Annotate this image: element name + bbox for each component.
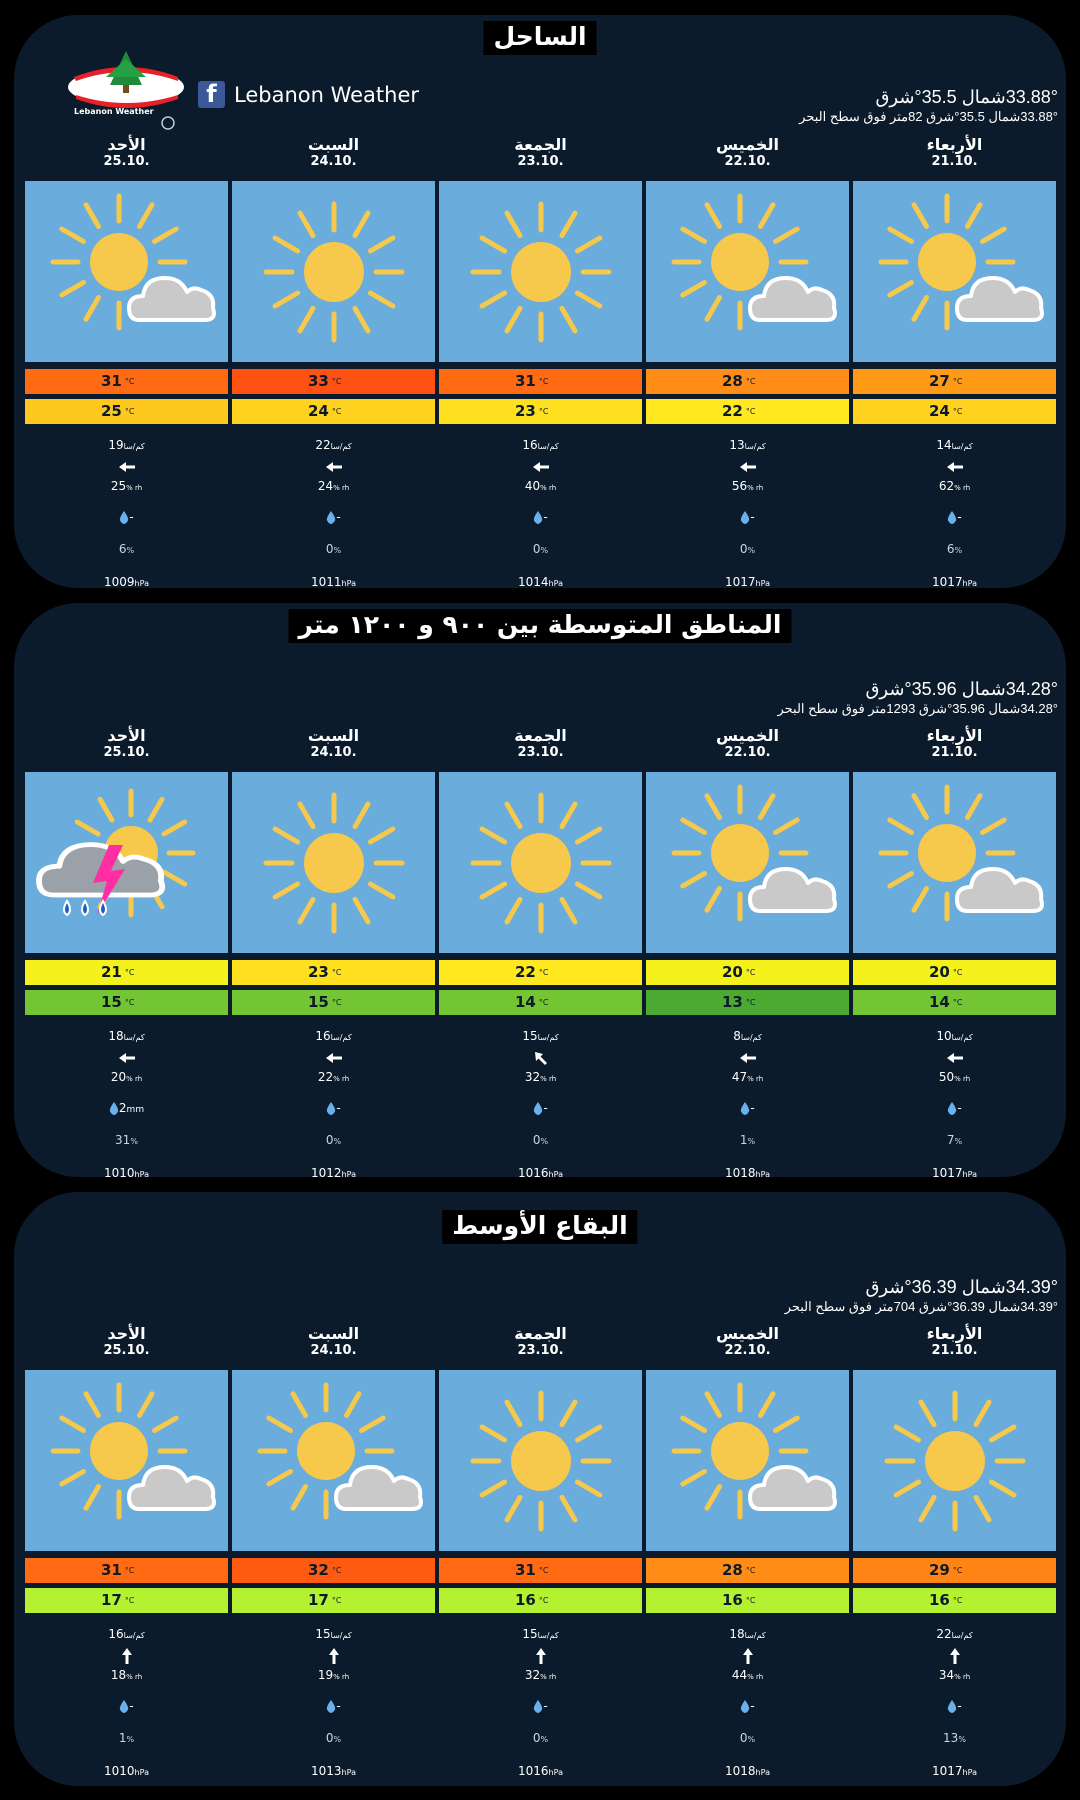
precipitation: -: [644, 510, 851, 528]
temp-unit: °C: [538, 377, 549, 386]
humidity: 50% rh: [938, 1070, 971, 1084]
precip-probability: 0%: [739, 1731, 756, 1745]
day-columns: [23, 1325, 1058, 1780]
min-temp-bar: [232, 399, 435, 424]
weather-icon-box: [439, 772, 642, 953]
humidity: 47% rh: [731, 1070, 764, 1084]
max-temp: 20: [929, 963, 950, 981]
pressure: 1016hPa: [518, 1166, 563, 1180]
wind-speed: كم/سا10: [936, 1029, 973, 1043]
day-name: الخميس: [716, 726, 779, 745]
min-temp-bar: [25, 1588, 228, 1613]
min-temp: 15: [308, 993, 329, 1011]
temp-unit: °C: [952, 1566, 963, 1575]
temp-unit: °C: [952, 407, 963, 416]
precipitation: -: [230, 510, 437, 528]
day-date: 21.10.: [931, 1343, 978, 1358]
coordinates-main: 34.28°شمال 35.96°شرق: [865, 679, 1058, 699]
min-temp-bar: [853, 1588, 1056, 1613]
wind-speed: كم/سا16: [108, 1627, 145, 1641]
min-temp: 16: [722, 1591, 743, 1609]
humidity: 44% rh: [731, 1668, 764, 1682]
day-date: 24.10.: [310, 154, 357, 169]
coordinates-detail: 33.88°شمال 35.5°شرق 82متر فوق سطح البحر: [799, 109, 1058, 124]
max-temp-bar: [25, 960, 228, 985]
wind-direction-west-icon: [437, 458, 644, 476]
day-date: 23.10.: [517, 154, 564, 169]
sun-icon: [441, 182, 641, 362]
min-temp-bar: [232, 1588, 435, 1613]
temp-unit: °C: [331, 1596, 342, 1605]
sun-cloud-icon: [27, 1371, 227, 1551]
day-column: [437, 136, 644, 591]
max-temp: 27: [929, 372, 950, 390]
max-temp: 28: [722, 1561, 743, 1579]
temp-unit: °C: [538, 968, 549, 977]
precip-probability: 0%: [532, 1731, 549, 1745]
humidity: 34% rh: [938, 1668, 971, 1682]
wind-direction-north-icon: [230, 1647, 437, 1665]
facebook-label: Lebanon Weather: [234, 82, 420, 107]
day-column: [644, 1325, 851, 1780]
weather-icon-box: [853, 772, 1056, 953]
day-name: السبت: [307, 726, 360, 745]
pressure: 1011hPa: [311, 575, 356, 589]
precipitation: -: [230, 1101, 437, 1119]
precip-probability: 0%: [325, 542, 342, 556]
raindrop-icon: [326, 1699, 336, 1713]
humidity: 22% rh: [317, 1070, 350, 1084]
min-temp: 13: [722, 993, 743, 1011]
max-temp-bar: [25, 369, 228, 394]
raindrop-icon: [947, 1699, 957, 1713]
precipitation: -: [23, 510, 230, 528]
precip-probability: 13%: [943, 1731, 966, 1745]
pressure: 1017hPa: [932, 1764, 977, 1778]
raindrop-icon: [326, 1101, 336, 1115]
wind-direction-west-icon: [644, 458, 851, 476]
day-column: [851, 727, 1058, 1182]
sun-icon: [234, 773, 434, 953]
raindrop-icon: [109, 1101, 119, 1115]
wind-speed: كم/سا16: [315, 1029, 352, 1043]
sun-cloud-icon: [648, 1371, 848, 1551]
day-name: السبت: [307, 1324, 360, 1343]
day-column: [644, 136, 851, 591]
precipitation: -: [644, 1101, 851, 1119]
day-column: [230, 1325, 437, 1780]
day-date: 21.10.: [931, 745, 978, 760]
raindrop-icon: [740, 1101, 750, 1115]
max-temp-bar: [232, 1558, 435, 1583]
wind-speed: كم/سا14: [936, 438, 973, 452]
max-temp: 31: [515, 372, 536, 390]
max-temp: 22: [515, 963, 536, 981]
weather-icon-box: [646, 1370, 849, 1551]
pressure: 1017hPa: [725, 575, 770, 589]
precipitation: -: [23, 1699, 230, 1717]
min-temp: 15: [101, 993, 122, 1011]
wind-direction-west-icon: [23, 1049, 230, 1067]
weather-icon-box: [232, 772, 435, 953]
day-column: [23, 727, 230, 1182]
wind-direction-north-icon: [23, 1647, 230, 1665]
raindrop-icon: [533, 510, 543, 524]
day-name: الأربعاء: [926, 1324, 983, 1343]
humidity: 24% rh: [317, 479, 350, 493]
wind-direction-north-icon: [644, 1647, 851, 1665]
humidity: 40% rh: [524, 479, 557, 493]
pressure: 1009hPa: [104, 575, 149, 589]
max-temp-bar: [439, 960, 642, 985]
lebanon-weather-logo: [66, 37, 186, 137]
day-name: الأربعاء: [926, 135, 983, 154]
region-panel-central-bekaa: [14, 1192, 1066, 1786]
day-name: الأحد: [107, 726, 146, 745]
sun-cloud-icon: [27, 182, 227, 362]
precip-probability: 7%: [946, 1133, 963, 1147]
day-column: [230, 136, 437, 591]
raindrop-icon: [326, 510, 336, 524]
max-temp-bar: [232, 369, 435, 394]
precipitation: -: [851, 1699, 1058, 1717]
temp-unit: °C: [745, 1566, 756, 1575]
raindrop-icon: [740, 510, 750, 524]
max-temp-bar: [853, 369, 1056, 394]
weather-icon-box: [646, 772, 849, 953]
precip-probability: 31%: [115, 1133, 138, 1147]
min-temp-bar: [232, 990, 435, 1015]
temp-unit: °C: [952, 1596, 963, 1605]
weather-icon-box: [232, 181, 435, 362]
temp-unit: °C: [124, 1596, 135, 1605]
min-temp: 16: [515, 1591, 536, 1609]
temp-unit: °C: [124, 407, 135, 416]
max-temp-bar: [439, 1558, 642, 1583]
sun-cloud-icon: [234, 1371, 434, 1551]
day-column: [851, 1325, 1058, 1780]
max-temp-bar: [646, 1558, 849, 1583]
min-temp: 14: [929, 993, 950, 1011]
temp-unit: °C: [124, 968, 135, 977]
min-temp: 25: [101, 402, 122, 420]
pressure: 1013hPa: [311, 1764, 356, 1778]
wind-speed: كم/سا13: [729, 438, 766, 452]
day-date: 22.10.: [724, 1343, 771, 1358]
wind-speed: كم/سا22: [936, 1627, 973, 1641]
day-column: [851, 136, 1058, 591]
humidity: 19% rh: [317, 1668, 350, 1682]
precip-probability: 1%: [118, 1731, 135, 1745]
min-temp: 17: [308, 1591, 329, 1609]
day-date: 24.10.: [310, 1343, 357, 1358]
region-panel-coast: [14, 15, 1066, 588]
min-temp-bar: [439, 399, 642, 424]
sun-icon: [855, 1371, 1055, 1551]
pressure: 1012hPa: [311, 1166, 356, 1180]
wind-direction-west-icon: [23, 458, 230, 476]
day-date: 22.10.: [724, 154, 771, 169]
day-date: 23.10.: [517, 1343, 564, 1358]
day-column: [437, 727, 644, 1182]
weather-icon-box: [232, 1370, 435, 1551]
facebook-link[interactable]: [198, 81, 419, 108]
max-temp: 31: [101, 1561, 122, 1579]
wind-speed: كم/سا15: [522, 1627, 559, 1641]
temp-unit: °C: [538, 998, 549, 1007]
day-name: الخميس: [716, 1324, 779, 1343]
min-temp-bar: [25, 399, 228, 424]
temp-unit: °C: [331, 968, 342, 977]
day-date: 25.10.: [103, 745, 150, 760]
temp-unit: °C: [331, 998, 342, 1007]
temp-unit: °C: [745, 1596, 756, 1605]
min-temp: 14: [515, 993, 536, 1011]
temp-unit: °C: [745, 998, 756, 1007]
wind-speed: كم/سا19: [108, 438, 145, 452]
pressure: 1018hPa: [725, 1764, 770, 1778]
day-name: الجمعة: [514, 726, 567, 745]
temp-unit: °C: [124, 377, 135, 386]
max-temp: 31: [515, 1561, 536, 1579]
day-column: [23, 1325, 230, 1780]
min-temp: 24: [308, 402, 329, 420]
day-column: [230, 727, 437, 1182]
wind-speed: كم/سا18: [729, 1627, 766, 1641]
coordinates-detail: 34.28°شمال 35.96°شرق 1293متر فوق سطح البحر: [777, 701, 1058, 716]
min-temp-bar: [439, 990, 642, 1015]
raindrop-icon: [119, 510, 129, 524]
day-name: الأحد: [107, 1324, 146, 1343]
coordinates-main: 33.88°شمال 35.5°شرق: [875, 87, 1058, 107]
pressure: 1017hPa: [932, 1166, 977, 1180]
max-temp: 28: [722, 372, 743, 390]
humidity: 25% rh: [110, 479, 143, 493]
sun-cloud-icon: [855, 182, 1055, 362]
pressure: 1010hPa: [104, 1166, 149, 1180]
day-column: [23, 136, 230, 591]
min-temp-bar: [646, 399, 849, 424]
wind-direction-north-west-icon: [437, 1049, 644, 1067]
temp-unit: °C: [124, 1566, 135, 1575]
max-temp: 23: [308, 963, 329, 981]
min-temp: 17: [101, 1591, 122, 1609]
wind-speed: كم/سا16: [522, 438, 559, 452]
logo-text: Lebanon Weather: [74, 107, 154, 116]
wind-direction-west-icon: [230, 1049, 437, 1067]
temp-unit: °C: [538, 1596, 549, 1605]
pressure: 1018hPa: [725, 1166, 770, 1180]
sun-cloud-icon: [648, 773, 848, 953]
max-temp-bar: [439, 369, 642, 394]
precipitation: -: [437, 510, 644, 528]
temp-unit: °C: [952, 377, 963, 386]
humidity: 56% rh: [731, 479, 764, 493]
region-panel-mid-mountain: [14, 603, 1066, 1180]
raindrop-icon: [119, 1699, 129, 1713]
precipitation: -: [851, 1101, 1058, 1119]
humidity: 18% rh: [110, 1668, 143, 1682]
min-temp-bar: [853, 990, 1056, 1015]
precip-probability: 0%: [532, 542, 549, 556]
day-name: السبت: [307, 135, 360, 154]
temp-unit: °C: [952, 998, 963, 1007]
weather-icon-box: [25, 772, 228, 953]
precip-probability: 0%: [532, 1133, 549, 1147]
weather-icon-box: [853, 1370, 1056, 1551]
day-date: 24.10.: [310, 745, 357, 760]
day-column: [644, 727, 851, 1182]
raindrop-icon: [947, 1101, 957, 1115]
day-name: الجمعة: [514, 135, 567, 154]
humidity: 62% rh: [938, 479, 971, 493]
max-temp-bar: [646, 960, 849, 985]
wind-speed: كم/سا15: [315, 1627, 352, 1641]
temp-unit: °C: [331, 407, 342, 416]
min-temp-bar: [439, 1588, 642, 1613]
precipitation: -: [230, 1699, 437, 1717]
temp-unit: °C: [538, 1566, 549, 1575]
temp-unit: °C: [331, 377, 342, 386]
region-title: المناطق المتوسطة بين ٩٠٠ و ١٢٠٠ متر: [288, 609, 791, 643]
temp-unit: °C: [745, 377, 756, 386]
precip-probability: 0%: [325, 1731, 342, 1745]
coordinates-main: 34.39°شمال 36.39°شرق: [865, 1277, 1058, 1297]
temp-unit: °C: [124, 998, 135, 1007]
precip-probability: 6%: [946, 542, 963, 556]
region-title: البقاع الأوسط: [442, 1210, 637, 1244]
day-date: 21.10.: [931, 154, 978, 169]
precipitation: -: [437, 1699, 644, 1717]
storm-icon: [27, 773, 227, 953]
wind-speed: كم/سا22: [315, 438, 352, 452]
precip-probability: 0%: [739, 542, 756, 556]
day-date: 25.10.: [103, 1343, 150, 1358]
wind-direction-north-icon: [437, 1647, 644, 1665]
max-temp-bar: [853, 960, 1056, 985]
temp-unit: °C: [745, 407, 756, 416]
weather-icon-box: [646, 181, 849, 362]
max-temp-bar: [853, 1558, 1056, 1583]
weather-icon-box: [25, 181, 228, 362]
raindrop-icon: [947, 510, 957, 524]
day-columns: [23, 727, 1058, 1182]
min-temp-bar: [646, 1588, 849, 1613]
wind-speed: كم/سا18: [108, 1029, 145, 1043]
min-temp: 24: [929, 402, 950, 420]
raindrop-icon: [533, 1699, 543, 1713]
raindrop-icon: [533, 1101, 543, 1115]
day-columns: [23, 136, 1058, 591]
weather-icon-box: [25, 1370, 228, 1551]
max-temp-bar: [25, 1558, 228, 1583]
max-temp: 21: [101, 963, 122, 981]
day-name: الخميس: [716, 135, 779, 154]
max-temp-bar: [646, 369, 849, 394]
wind-direction-north-icon: [851, 1647, 1058, 1665]
pressure: 1014hPa: [518, 575, 563, 589]
sun-icon: [234, 182, 434, 362]
min-temp-bar: [646, 990, 849, 1015]
max-temp: 32: [308, 1561, 329, 1579]
max-temp: 33: [308, 372, 329, 390]
region-title: الساحل: [483, 21, 596, 55]
precipitation: -: [851, 510, 1058, 528]
pressure: 1016hPa: [518, 1764, 563, 1778]
day-column: [437, 1325, 644, 1780]
min-temp: 22: [722, 402, 743, 420]
wind-direction-west-icon: [851, 458, 1058, 476]
humidity: 20% rh: [110, 1070, 143, 1084]
wind-direction-west-icon: [230, 458, 437, 476]
weather-icon-box: [439, 1370, 642, 1551]
wind-direction-west-icon: [644, 1049, 851, 1067]
day-name: الجمعة: [514, 1324, 567, 1343]
sun-cloud-icon: [855, 773, 1055, 953]
raindrop-icon: [740, 1699, 750, 1713]
max-temp-bar: [232, 960, 435, 985]
sun-icon: [441, 1371, 641, 1551]
day-date: 22.10.: [724, 745, 771, 760]
day-date: 25.10.: [103, 154, 150, 169]
temp-unit: °C: [538, 407, 549, 416]
min-temp-bar: [853, 399, 1056, 424]
min-temp: 23: [515, 402, 536, 420]
precip-probability: 6%: [118, 542, 135, 556]
facebook-icon: f: [198, 81, 225, 108]
precip-probability: 0%: [325, 1133, 342, 1147]
weather-icon-box: [853, 181, 1056, 362]
weather-icon-box: [439, 181, 642, 362]
sun-cloud-icon: [648, 182, 848, 362]
min-temp: 16: [929, 1591, 950, 1609]
day-name: الأربعاء: [926, 726, 983, 745]
temp-unit: °C: [331, 1566, 342, 1575]
humidity: 32% rh: [524, 1070, 557, 1084]
wind-speed: كم/سا15: [522, 1029, 559, 1043]
temp-unit: °C: [745, 968, 756, 977]
max-temp: 31: [101, 372, 122, 390]
wind-speed: كم/سا8: [733, 1029, 762, 1043]
wind-direction-west-icon: [851, 1049, 1058, 1067]
precipitation: 2mm: [23, 1101, 230, 1119]
precipitation: -: [644, 1699, 851, 1717]
max-temp: 29: [929, 1561, 950, 1579]
max-temp: 20: [722, 963, 743, 981]
sun-icon: [441, 773, 641, 953]
day-date: 23.10.: [517, 745, 564, 760]
min-temp-bar: [25, 990, 228, 1015]
precipitation: -: [437, 1101, 644, 1119]
pressure: 1017hPa: [932, 575, 977, 589]
humidity: 32% rh: [524, 1668, 557, 1682]
precip-probability: 1%: [739, 1133, 756, 1147]
temp-unit: °C: [952, 968, 963, 977]
day-name: الأحد: [107, 135, 146, 154]
pressure: 1010hPa: [104, 1764, 149, 1778]
coordinates-detail: 34.39°شمال 36.39°شرق 704متر فوق سطح البحر: [784, 1299, 1058, 1314]
